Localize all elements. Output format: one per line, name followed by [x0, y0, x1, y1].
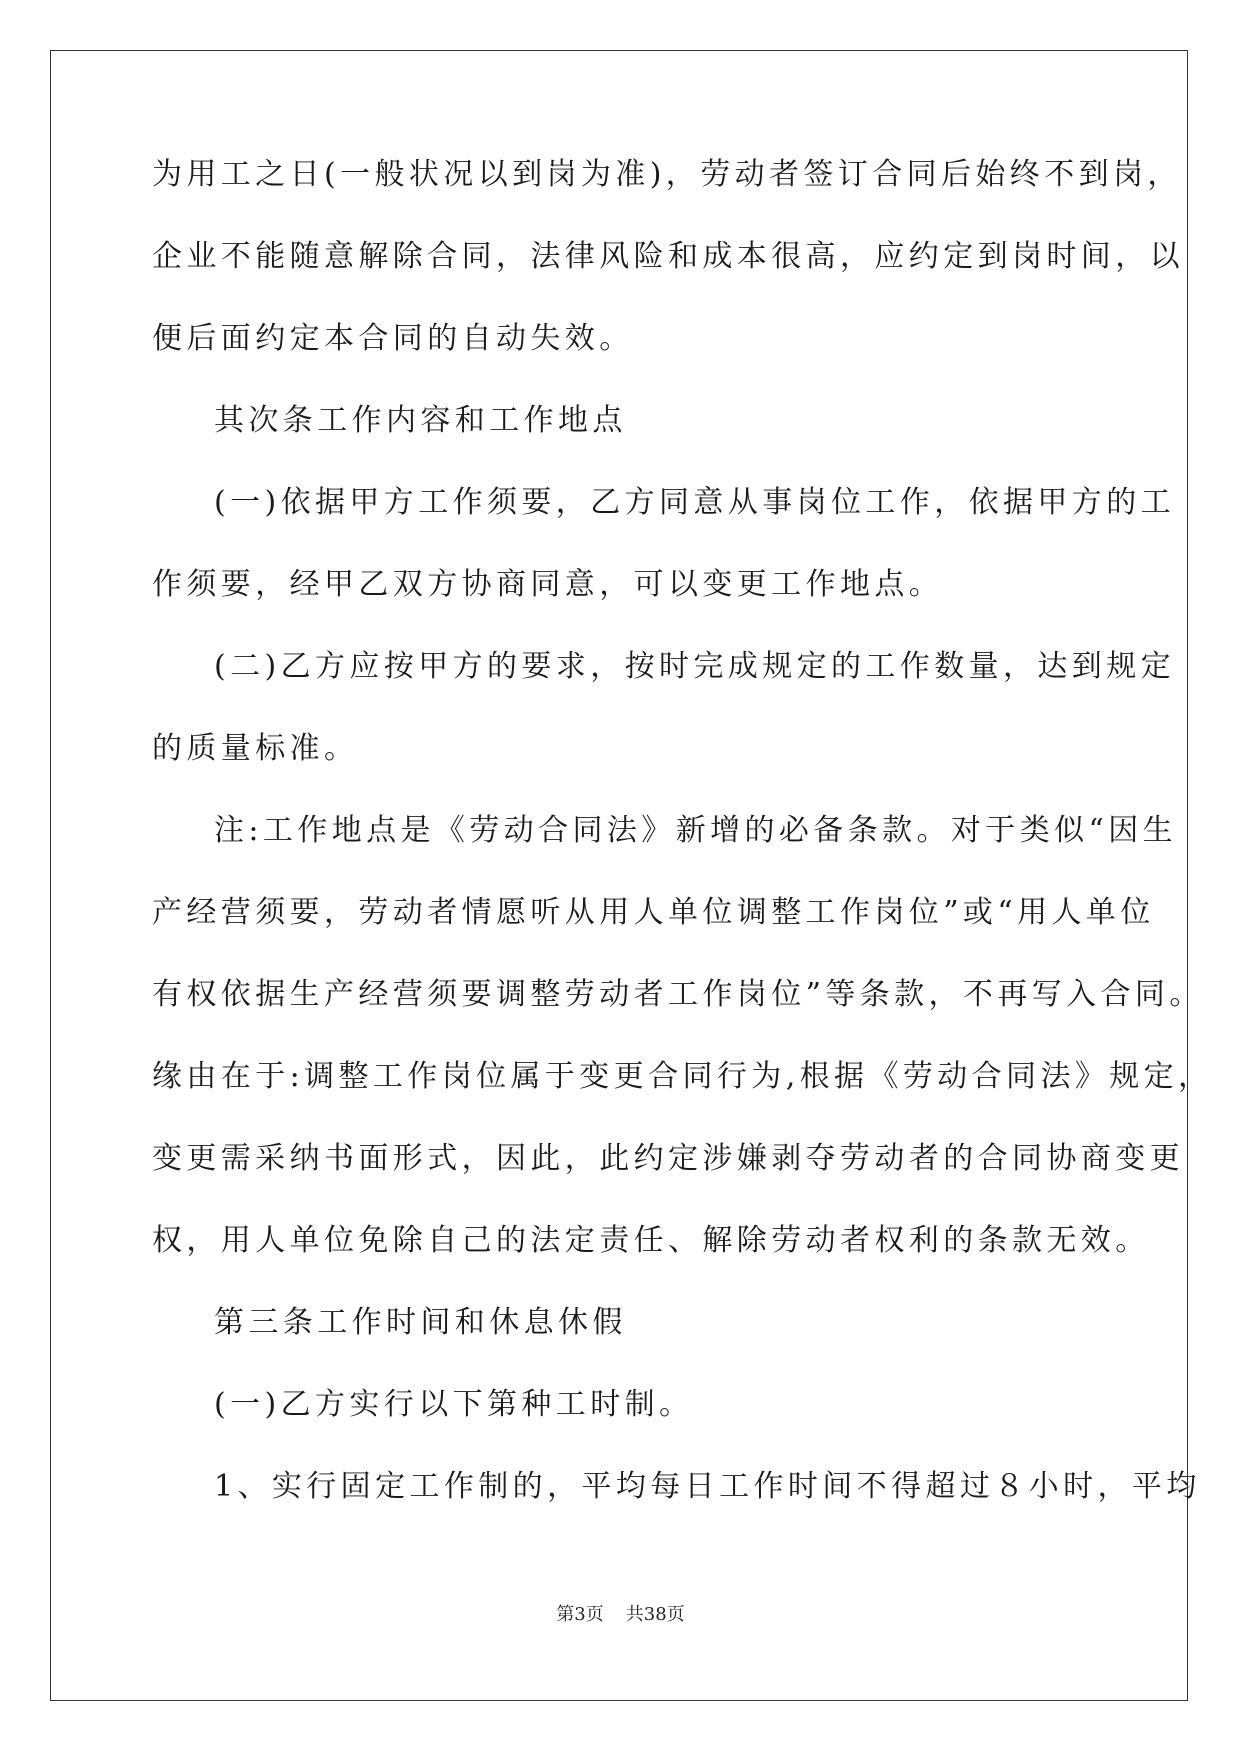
text-line: 为用工之日(一般状况以到岗为准)，劳动者签订合同后始终不到岗，	[152, 157, 1182, 192]
page-number: 第3页	[556, 1604, 604, 1625]
text-line: 缘由在于:调整工作岗位属于变更合同行为,根据《劳动合同法》规定，	[152, 1059, 1213, 1094]
text-line: 有权依据生产经营须要调整劳动者工作岗位”等条款，不再写入合同。	[152, 977, 1204, 1012]
text-line: 变更需采纳书面形式，因此，此约定涉嫌剥夺劳动者的合同协商变更	[152, 1141, 1184, 1176]
text-line: (二)乙方应按甲方的要求，按时完成规定的工作数量，达到规定	[214, 649, 1176, 684]
text-line: 权，用人单位免除自己的法定责任、解除劳动者权利的条款无效。	[152, 1223, 1150, 1258]
text-line: 的质量标准。	[152, 731, 359, 766]
page-total: 共38页	[625, 1604, 685, 1625]
text-line: (一)乙方实行以下第种工时制。	[214, 1387, 694, 1422]
text-line: 作须要，经甲乙双方协商同意，可以变更工作地点。	[152, 567, 944, 602]
document-body	[152, 155, 1213, 1549]
section-heading: 其次条工作内容和工作地点	[214, 403, 627, 438]
text-line: 产经营须要，劳动者情愿听从用人单位调整工作岗位”或“用人单位	[152, 895, 1155, 930]
text-line: 企业不能随意解除合同，法律风险和成本很高，应约定到岗时间，以	[152, 239, 1184, 274]
text-line: (一)依据甲方工作须要，乙方同意从事岗位工作，依据甲方的工	[214, 485, 1176, 520]
section-heading: 第三条工作时间和休息休假	[214, 1305, 627, 1340]
page-footer	[0, 1603, 1241, 1627]
text-line: 便后面约定本合同的自动失效。	[152, 321, 634, 356]
text-line: 注:工作地点是《劳动合同法》新增的必备条款。对于类似“因生	[214, 813, 1178, 848]
text-line: 1、实行固定工作制的，平均每日工作时间不得超过８小时，平均	[214, 1469, 1201, 1504]
